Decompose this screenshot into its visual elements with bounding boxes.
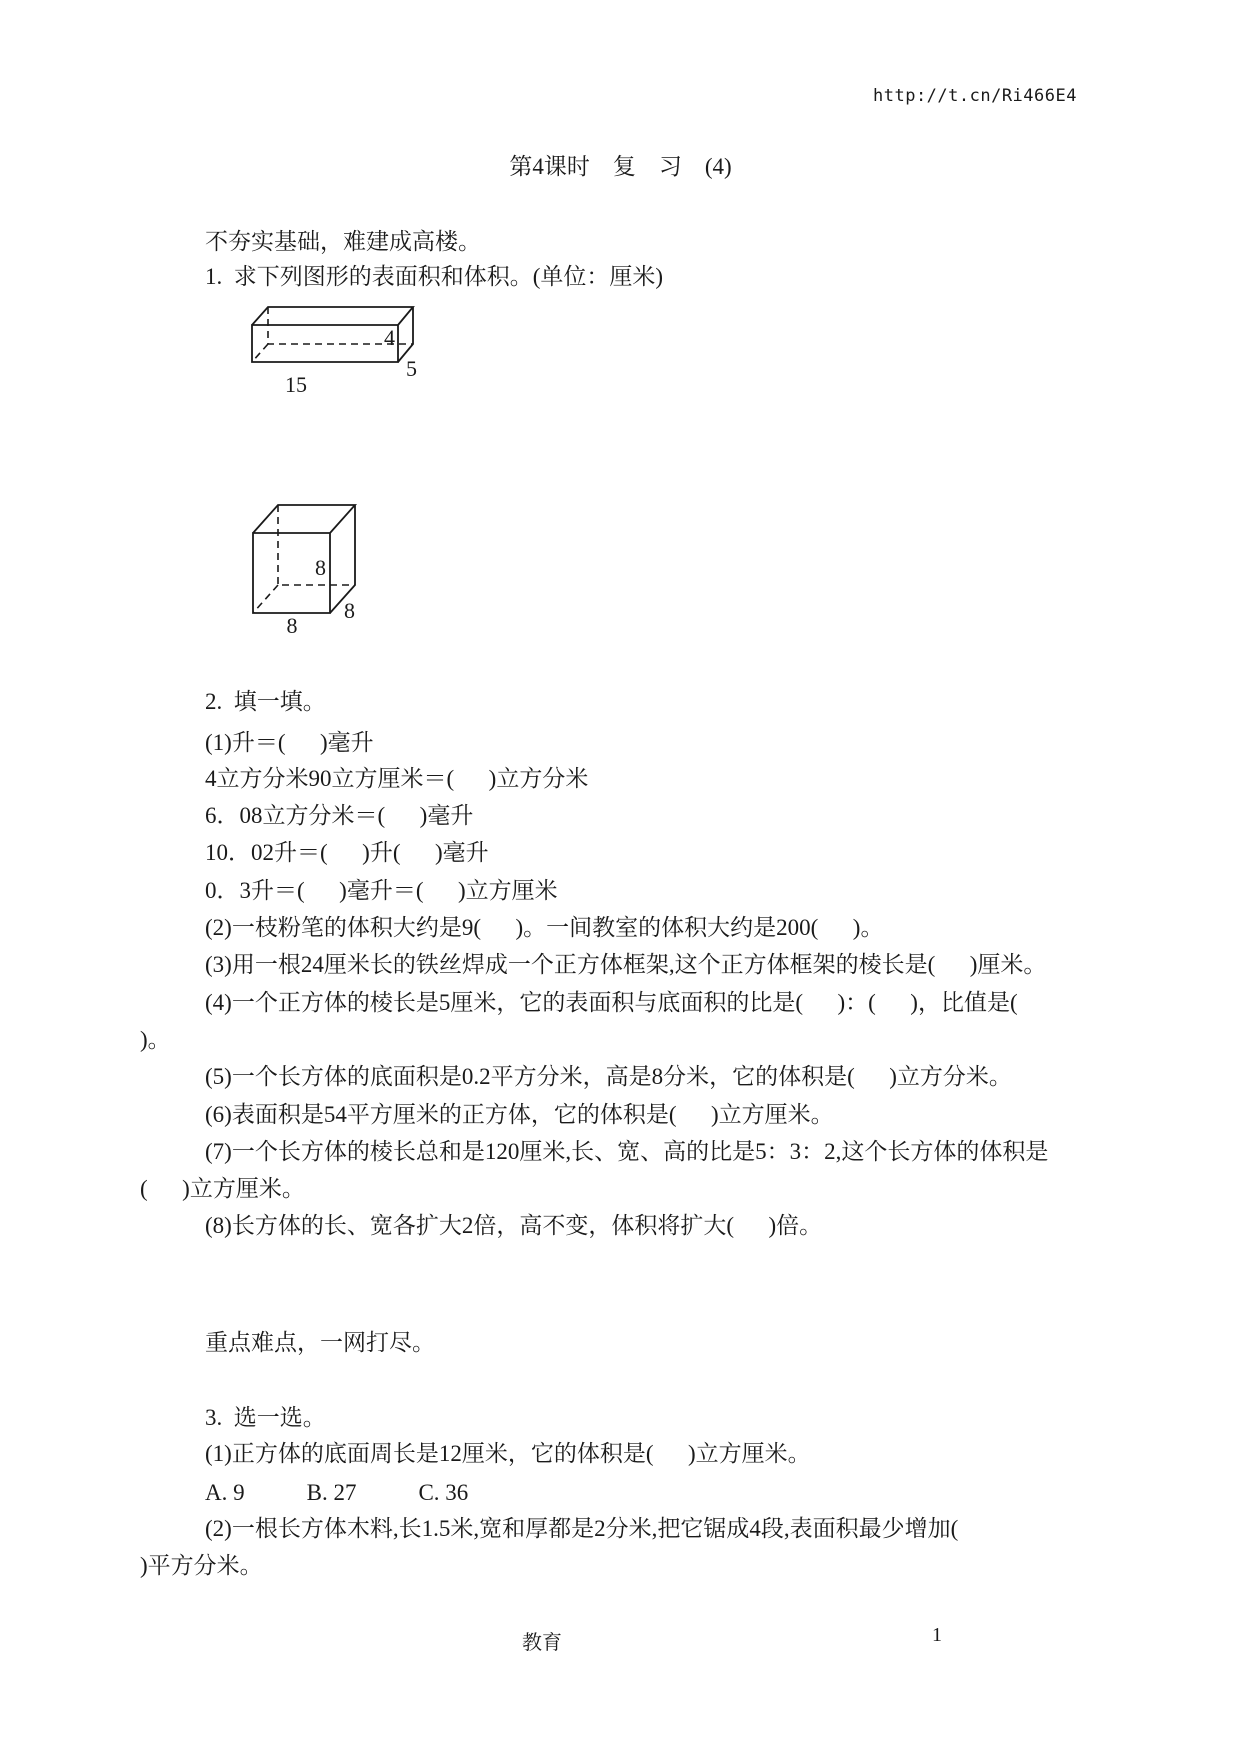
q2-item-4-line-2: )。 [140, 1027, 171, 1052]
q2-item-3: (3)用一根24厘米长的铁丝焊成一个正方体框架,这个正方体框架的棱长是( )厘米。 [205, 952, 1047, 977]
cube-depth-label: 8 [344, 598, 355, 623]
q3-choice-row [205, 1478, 468, 1508]
cuboid-depth-label: 5 [406, 356, 417, 381]
cube-length-label: 8 [286, 613, 298, 638]
cuboid-figure [240, 300, 440, 400]
q2-fill-line-3: 6．08立方分米＝( )毫升 [205, 803, 474, 828]
q2-fill-line-2: 4立方分米90立方厘米＝( )立方分米 [205, 766, 589, 791]
choice-a: A. 9 [205, 1480, 245, 1505]
q3-item-2-line-2: )平方分米。 [140, 1553, 263, 1578]
q2-fill-line-5: 0．3升＝( )毫升＝( )立方厘米 [205, 878, 558, 903]
q2-item-6: (6)表面积是54平方厘米的正方体，它的体积是( )立方厘米。 [205, 1102, 834, 1127]
q3-item-2-line-1: (2)一根长方体木料,长1.5米,宽和厚都是2分米,把它锯成4段,表面积最少增加( [205, 1516, 959, 1541]
cuboid-length-label: 15 [285, 372, 307, 397]
cube-figure [240, 498, 370, 638]
footer-label: 教育 [522, 1632, 562, 1654]
q2-item-7-line-2: ( )立方厘米。 [140, 1176, 305, 1201]
motto-line-2: 重点难点，一网打尽。 [205, 1330, 435, 1355]
watermark-url: http://t.cn/Ri466E4 [873, 86, 1077, 106]
cuboid-height-label: 4 [384, 325, 395, 350]
q2-fill-line-1: (1)升＝( )毫升 [205, 730, 374, 755]
q2-item-7-line-1: (7)一个长方体的棱长总和是120厘米,长、宽、高的比是5：3：2,这个长方体的体积是 [205, 1139, 1049, 1164]
q2-item-5: (5)一个长方体的底面积是0.2平方分米，高是8分米，它的体积是( )立方分米。 [205, 1064, 1012, 1089]
q2-fill-line-4: 10．02升＝( )升( )毫升 [205, 840, 489, 865]
question-3-heading: 3. 选一选。 [205, 1405, 326, 1430]
cube-height-label: 8 [315, 555, 326, 580]
choice-b: B. 27 [306, 1480, 357, 1505]
question-2-heading: 2. 填一填。 [205, 689, 326, 714]
question-1-heading: 1. 求下列图形的表面积和体积。(单位：厘米) [205, 264, 664, 289]
q2-item-4-line-1: (4)一个正方体的棱长是5厘米，它的表面积与底面积的比是( )：( )，比值是( [205, 990, 1018, 1015]
q2-item-8: (8)长方体的长、宽各扩大2倍，高不变，体积将扩大( )倍。 [205, 1213, 823, 1238]
page-number: 1 [932, 1624, 942, 1646]
q3-item-1: (1)正方体的底面周长是12厘米，它的体积是( )立方厘米。 [205, 1441, 811, 1466]
choice-c: C. 36 [418, 1480, 469, 1505]
motto-line-1: 不夯实基础，难建成高楼。 [205, 229, 481, 254]
q2-item-2: (2)一枝粉笔的体积大约是9( )。一间教室的体积大约是200( )。 [205, 915, 884, 940]
page-title: 第4课时 复 习 (4) [509, 154, 732, 179]
